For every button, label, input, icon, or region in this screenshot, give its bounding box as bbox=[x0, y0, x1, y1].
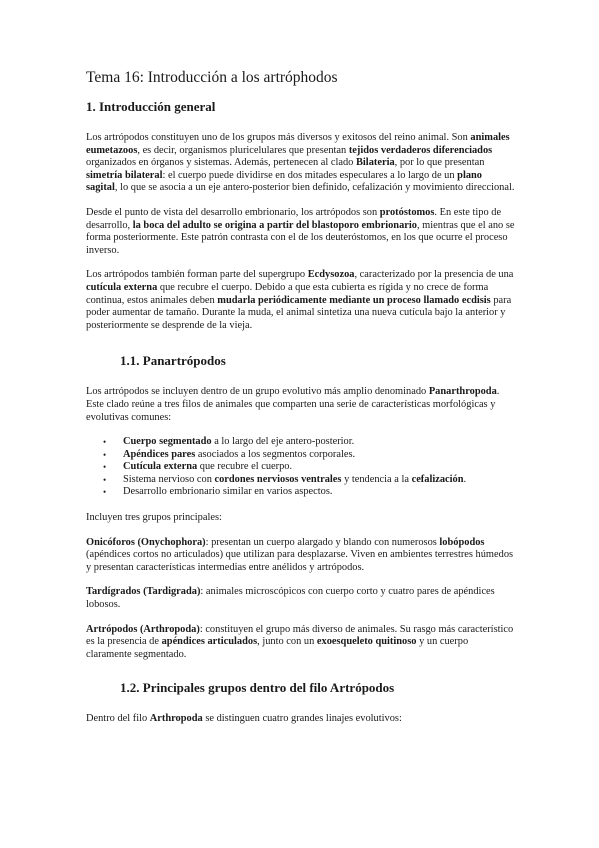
bullet-icon: • bbox=[103, 474, 107, 485]
paragraph: Los artrópodos también forman parte del supergrupo Ecdysozoa, caracterizado por la presencia de una cutícula externa que recubre el cuerpo. Debido a que esta cubierta es rígida y no crece de forma continua, estos animales deben mudarla periódicamente mediante un proceso llamado ecdisis para poder aumentar de tamaño. Durante la muda, el animal sintetiza una nueva cutícula bajo la anterior y posteriormente se desprende de la vieja. bbox=[86, 269, 514, 331]
characteristics-list bbox=[86, 436, 516, 499]
bold-term: tejidos verdaderos diferenciados bbox=[348, 144, 493, 156]
bold-term: Apéndices pares bbox=[123, 448, 196, 460]
bold-term: Panarthropoda bbox=[428, 386, 497, 398]
paragraph: Los artrópodos se incluyen dentro de un grupo evolutivo más amplio denominado Panarthropoda. Este clado reúne a tres filos de animales que comparten una serie de características morfológicas y evolutivas comunes: bbox=[86, 386, 500, 423]
bold-term: mudarla periódicamente mediante un proceso llamado ecdisis bbox=[217, 294, 491, 306]
paragraph: Onicóforos (Onychophora): presentan un cuerpo alargado y blando con numerosos lobópodos (apéndices cortos no articulados) que utilizan para desplazarse. Viven en ambientes terrestres húmedos y presentan características intermedias entre anélidos y artrópodos. bbox=[86, 536, 514, 573]
bold-term: cutícula externa bbox=[86, 281, 158, 293]
bullet-icon: • bbox=[103, 449, 107, 460]
list-item: • Cutícula externa que recubre el cuerpo. bbox=[103, 461, 293, 473]
bold-term: Ecdysozoa bbox=[307, 269, 355, 281]
list-item: • Apéndices pares asociados a los segmentos corporales. bbox=[103, 448, 356, 460]
paragraph: Incluyen tres grupos principales: bbox=[86, 512, 222, 524]
bold-term: la boca del adulto se origina a partir del blastoporo embrionario bbox=[132, 219, 417, 231]
document-title: Tema 16: Introducción a los artróphodos bbox=[86, 69, 338, 86]
bold-term: simetría bilateral bbox=[86, 169, 163, 181]
list-item: • Desarrollo embrionario similar en varios aspectos. bbox=[103, 486, 333, 498]
section-heading-panartropodos: 1.1. Panartrópodos bbox=[120, 353, 226, 369]
bold-term: Onicóforos (Onychophora) bbox=[86, 536, 206, 548]
paragraph: Desde el punto de vista del desarrollo embrionario, los artrópodos son protóstomos. En este tipo de desarrollo, la boca del adulto se origina a partir del blastoporo embrionario, mientras que el ano se forma posteriormente. Este patrón contrasta con el de los deuteróstomos, en los que ocurre el proceso inverso. bbox=[86, 206, 515, 256]
bold-term: exoesqueleto quitinoso bbox=[316, 636, 417, 648]
bullet-icon: • bbox=[103, 462, 107, 473]
bold-term: cefalización bbox=[411, 473, 464, 485]
bold-term: plano sagital bbox=[86, 169, 483, 194]
bold-term: cordones nerviosos ventrales bbox=[214, 473, 342, 485]
list-item: • Cuerpo segmentado a lo largo del eje antero-posterior. bbox=[103, 436, 355, 448]
bold-term: protóstomos bbox=[379, 206, 435, 218]
paragraph: Tardígrados (Tardigrada): animales microscópicos con cuerpo corto y cuatro pares de apéndices lobosos. bbox=[86, 586, 495, 611]
bold-term: lobópodos bbox=[439, 536, 485, 548]
bold-term: Arthropoda bbox=[149, 713, 203, 725]
paragraph: Dentro del filo Arthropoda se distinguen cuatro grandes linajes evolutivos: bbox=[86, 713, 402, 725]
bullet-icon: • bbox=[103, 437, 107, 448]
document-body bbox=[86, 68, 516, 738]
paragraph: Los artrópodos constituyen uno de los grupos más diversos y exitosos del reino animal. Son animales eumetazoos, es decir, organismos pluricelulares que presentan tejidos verdaderos diferenciados organizados en órganos y sistemas. Además, pertenecen al clado Bilateria, por lo que presentan simetría bilateral: el cuerpo puede dividirse en dos mitades especulares a lo largo de un plano sagital, lo que se asocia a un eje antero-posterior bien definido, cefalización y movimiento direccional. bbox=[86, 132, 515, 194]
bold-term: Bilateria bbox=[355, 157, 395, 169]
bold-term: Cutícula externa bbox=[123, 461, 198, 473]
section-heading-grupos: 1.2. Principales grupos dentro del filo Artrópodos bbox=[120, 680, 395, 696]
bold-term: apéndices articulados bbox=[161, 636, 258, 648]
section-heading-intro: 1. Introducción general bbox=[86, 99, 216, 114]
bold-term: animales eumetazoos bbox=[86, 132, 510, 156]
bullet-icon: • bbox=[103, 487, 107, 498]
paragraph: Artrópodos (Arthropoda): constituyen el grupo más diverso de animales. Su rasgo más característico es la presencia de apéndices articulados, junto con un exoesqueleto quitinoso y un cuerpo claramente segmentado. bbox=[86, 623, 514, 660]
bold-term: Artrópodos (Arthropoda) bbox=[86, 623, 200, 635]
list-item: • Sistema nervioso con cordones nerviosos ventrales y tendencia a la cefalización. bbox=[103, 473, 467, 485]
bold-term: Tardígrados (Tardigrada) bbox=[86, 586, 201, 598]
bold-term: Cuerpo segmentado bbox=[123, 436, 212, 448]
